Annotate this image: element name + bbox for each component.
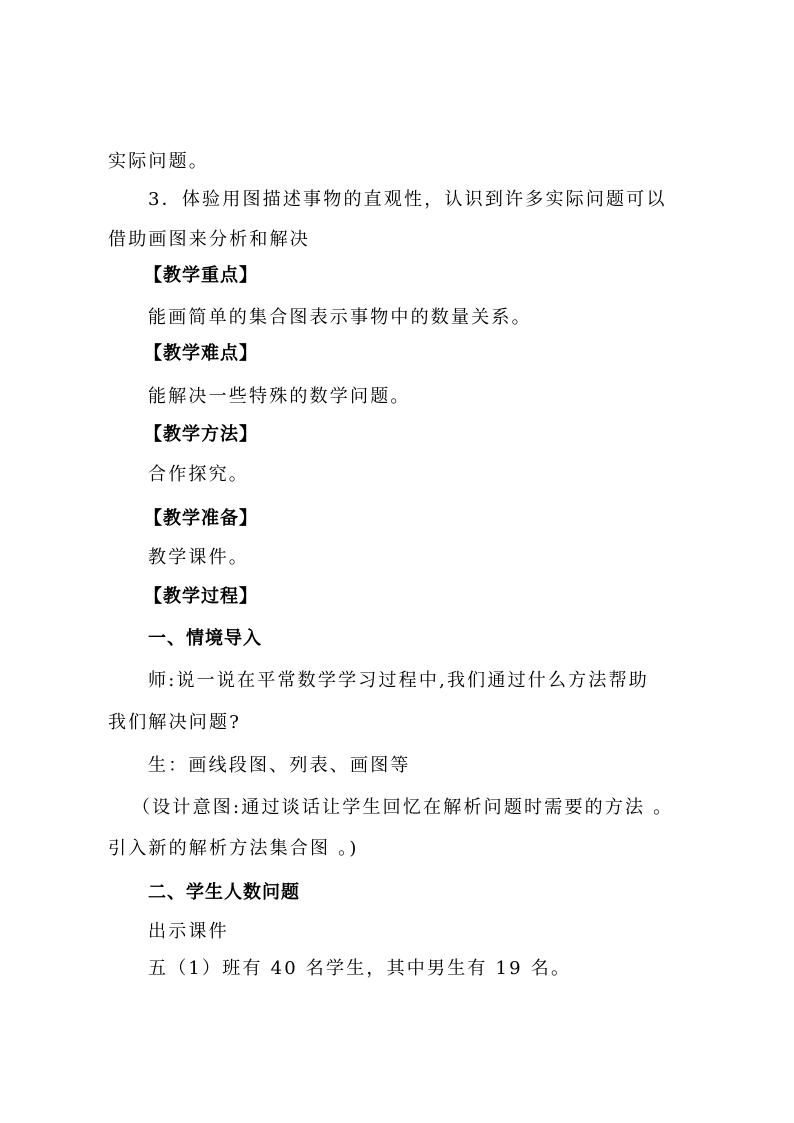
text-line: 五（1）班有 40 名学生，其中男生有 19 名。 [148,958,572,979]
text-line: 实际问题。 [108,151,209,172]
section-heading: 【教学难点】 [144,343,258,364]
text-line: 教学课件。 [148,547,249,568]
text-line: 3．体验用图描述事物的直观性，认识到许多实际问题可以 [148,189,667,210]
section-heading: 【教学重点】 [144,265,258,286]
text-line: 生：画线段图、列表、画图等 [148,755,411,776]
text-line: 师:说一说在平常数学学习过程中,我们通过什么方法帮助 [148,670,649,691]
section-heading: 二、学生人数问题 [148,882,300,903]
text-line: 借助画图来分析和解决 [108,229,310,250]
text-line: 引入新的解析方法集合图 。) [108,838,359,859]
section-heading: 【教学过程】 [144,586,258,607]
text-line: 合作探究。 [148,464,249,485]
section-heading: 【教学准备】 [144,508,258,529]
text-line: 能解决一些特殊的数学问题。 [148,386,411,407]
text-line: 出示课件 [148,921,229,942]
text-line: 能画简单的集合图表示事物中的数量关系。 [148,307,532,328]
text-line: （设计意图:通过谈话让学生回忆在解析问题时需要的方法 。 [132,797,674,818]
section-heading: 一、情境导入 [148,628,262,649]
section-heading: 【教学方法】 [144,424,258,445]
text-line: 我们解决问题? [108,712,242,733]
